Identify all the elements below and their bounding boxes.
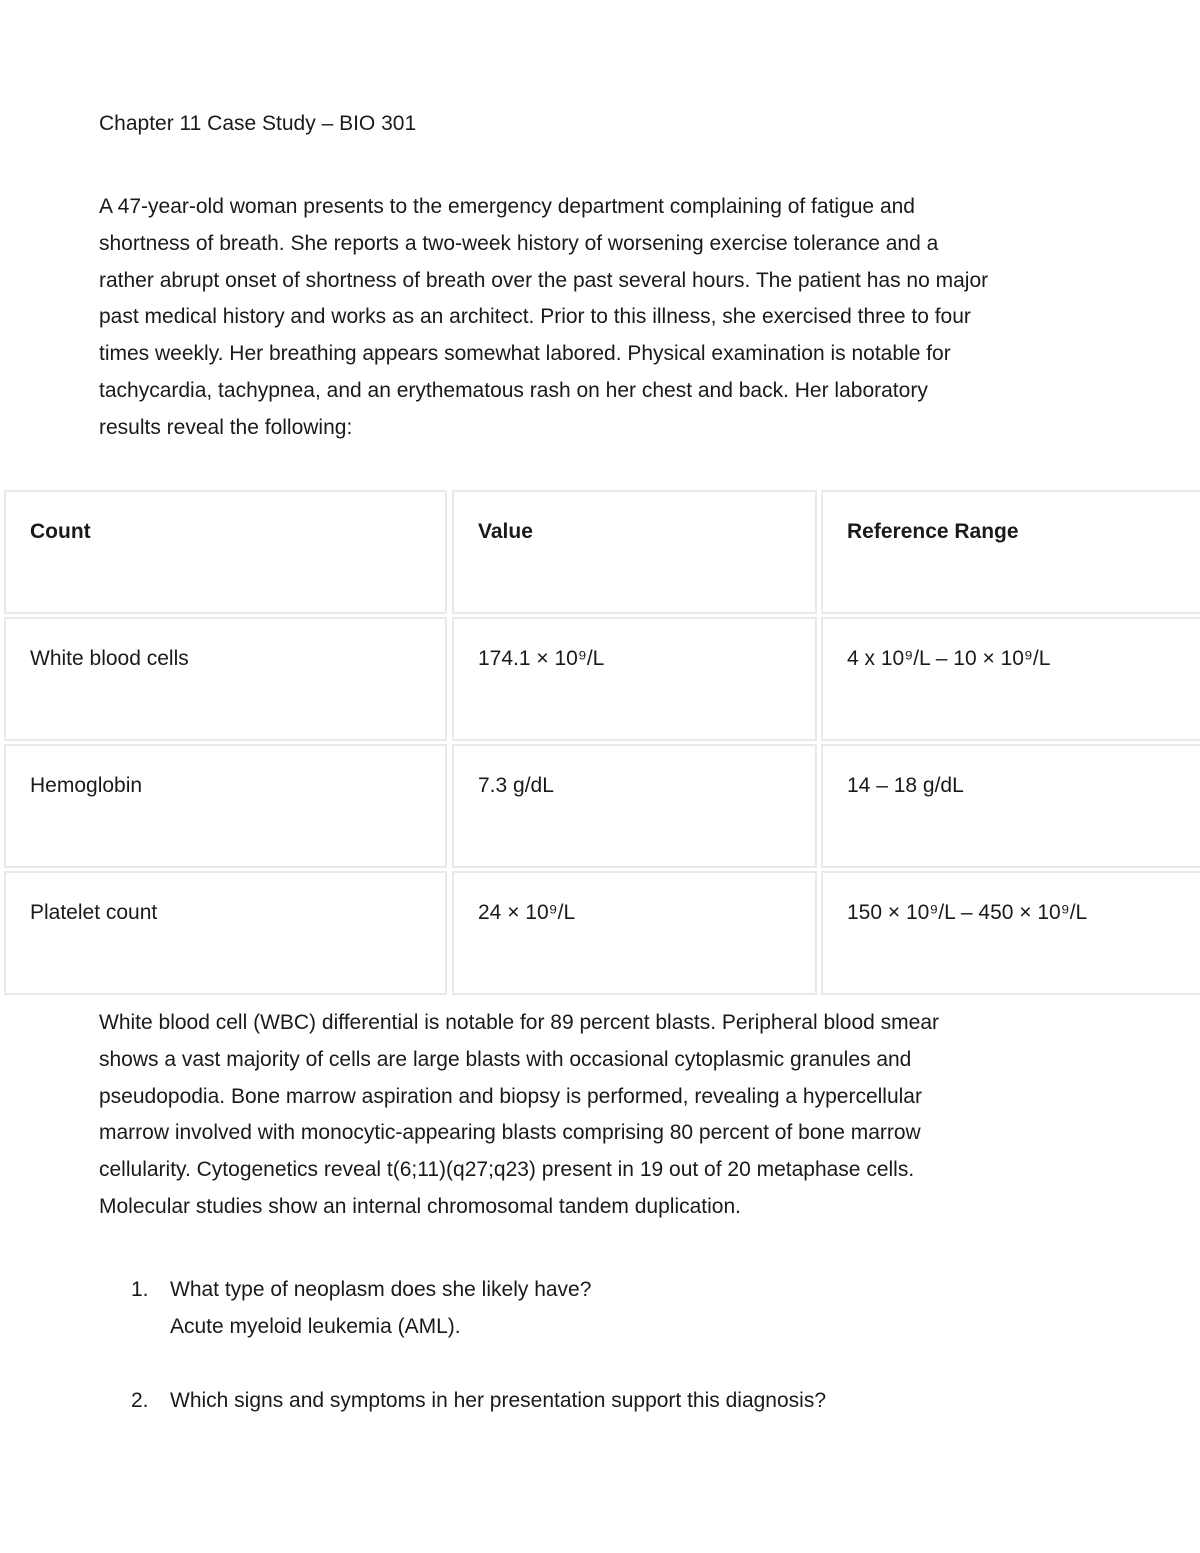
intro-line: past medical history and works as an architect. Prior to this illness, she exercised three to four: [99, 305, 971, 329]
question-answer: Acute myeloid leukemia (AML).: [170, 1314, 461, 1338]
findings-line: shows a vast majority of cells are large blasts with occasional cytoplasmic granules and: [99, 1047, 912, 1071]
question-text: What type of neoplasm does she likely have?: [170, 1278, 592, 1301]
intro-line: shortness of breath. She reports a two-week history of worsening exercise tolerance and a: [99, 231, 939, 255]
findings-line: pseudopodia. Bone marrow aspiration and biopsy is performed, revealing a hypercellular: [99, 1084, 922, 1108]
findings-line: White blood cell (WBC) differential is notable for 89 percent blasts. Peripheral blood smear: [99, 1011, 940, 1034]
table-cell-reference: 150 × 10⁹/L – 450 × 10⁹/L: [821, 871, 1200, 995]
findings-paragraph: [99, 1005, 939, 1226]
table-header-reference-range: Reference Range: [821, 490, 1200, 614]
document-title: Chapter 11 Case Study – BIO 301: [99, 112, 417, 135]
question-text: Which signs and symptoms in her presentation support this diagnosis?: [170, 1389, 827, 1412]
findings-line: marrow involved with monocytic-appearing blasts comprising 80 percent of bone marrow: [99, 1121, 921, 1145]
table-cell-value: 7.3 g/dL: [452, 744, 817, 868]
question-item: [99, 1383, 826, 1420]
question-item: [99, 1272, 591, 1346]
findings-line: cellularity. Cytogenetics reveal t(6;11)(q27;q23) present in 19 out of 20 metaphase cells.: [99, 1158, 915, 1182]
lab-results-table: [0, 488, 1200, 998]
question-number: 1.: [131, 1278, 149, 1301]
table-cell-count: Platelet count: [4, 871, 447, 995]
table-cell-count: White blood cells: [4, 617, 447, 741]
table-cell-reference: 4 x 10⁹/L – 10 × 10⁹/L: [821, 617, 1200, 741]
question-number: 2.: [131, 1389, 149, 1412]
table-cell-reference: 14 – 18 g/dL: [821, 744, 1200, 868]
intro-line: results reveal the following:: [99, 415, 353, 439]
findings-line: Molecular studies show an internal chromosomal tandem duplication.: [99, 1194, 741, 1218]
table-header-value: Value: [452, 490, 817, 614]
table-header-count: Count: [4, 490, 447, 614]
table-cell-value: 174.1 × 10⁹/L: [452, 617, 817, 741]
case-intro-paragraph: [99, 189, 988, 447]
intro-line: rather abrupt onset of shortness of breath over the past several hours. The patient has no major: [99, 268, 989, 292]
intro-line: times weekly. Her breathing appears somewhat labored. Physical examination is notable for: [99, 342, 951, 366]
table-cell-count: Hemoglobin: [4, 744, 447, 868]
intro-line: tachycardia, tachypnea, and an erythematous rash on her chest and back. Her laboratory: [99, 378, 928, 402]
intro-line: A 47-year-old woman presents to the emergency department complaining of fatigue and: [99, 195, 915, 218]
table-cell-value: 24 × 10⁹/L: [452, 871, 817, 995]
